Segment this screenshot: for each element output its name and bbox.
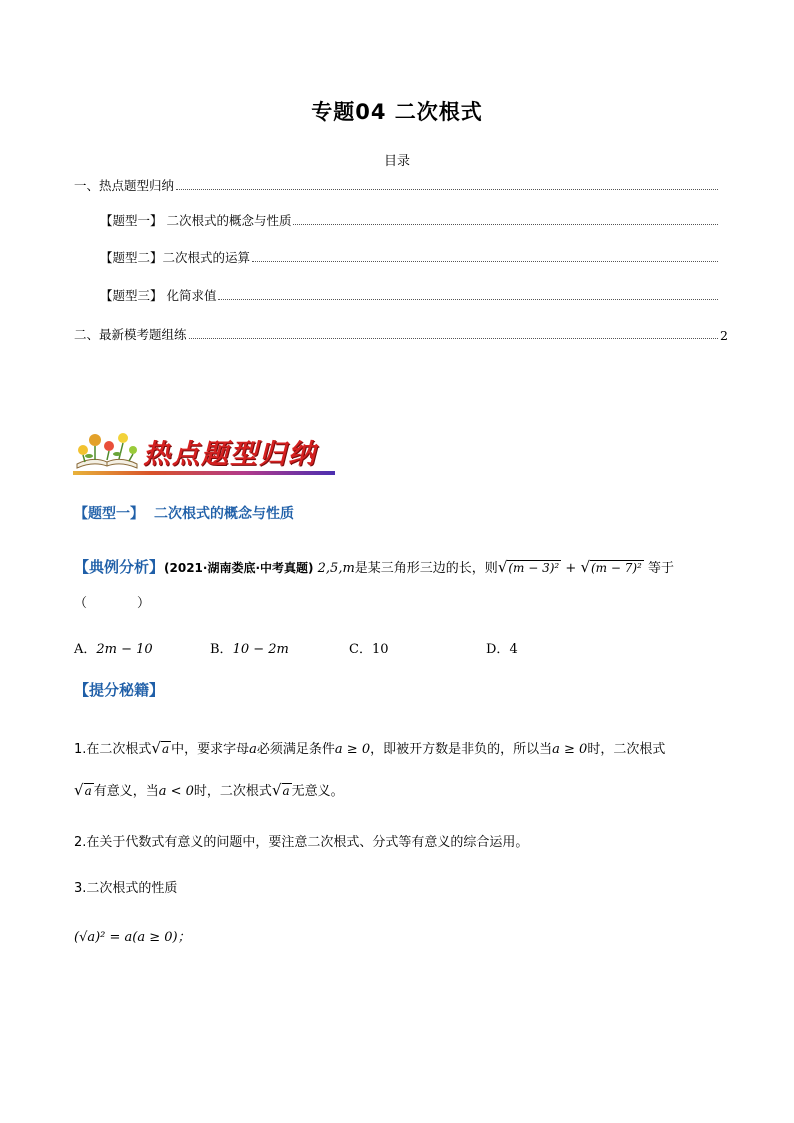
toc-entry[interactable] <box>100 211 726 229</box>
sqrt-icon: √ <box>580 558 590 576</box>
toc-leader <box>293 223 718 225</box>
option-value: 4 <box>509 642 518 657</box>
banner-underline <box>73 471 335 475</box>
text: 有意义，当 <box>93 784 159 799</box>
option-label: A． <box>74 642 97 657</box>
toc-entry[interactable] <box>100 286 726 304</box>
tip-paragraph-2: 2.在关于代数式有意义的问题中，要注意二次根式、分式等有意义的综合运用。 <box>74 835 529 850</box>
tip-paragraph-3: 3.二次根式的性质 <box>74 881 178 896</box>
text: 1.在二次根式 <box>74 742 152 757</box>
toc-heading: 目录 <box>383 154 410 169</box>
radicand-2: (m − 7)² <box>591 561 642 575</box>
answer-blank <box>74 592 150 611</box>
radicand-1: (m − 3)² <box>508 561 560 575</box>
text: ，即被开方数是非负的，所以当 <box>370 742 553 757</box>
formula-property <box>74 926 734 945</box>
toc-label: 【题型一】 二次根式的概念与性质 <box>100 213 292 228</box>
text: 中，要求字母 <box>171 742 250 757</box>
example-problem <box>74 557 734 579</box>
section-title <box>74 503 294 523</box>
text: 必须满足条件 <box>256 742 335 757</box>
text: 时，二次根式 <box>587 742 666 757</box>
plus-sign: + <box>565 561 577 576</box>
option-value: 10 − 2m <box>232 642 289 657</box>
text: 时，二次根式 <box>193 784 272 799</box>
condition: a < 0 <box>158 784 194 799</box>
radicand: a <box>161 742 170 756</box>
condition: a ≥ 0 <box>552 742 588 757</box>
toc-label: 一、热点题型归纳 <box>74 178 175 193</box>
text: 无意义。 <box>291 784 344 799</box>
toc-leader <box>176 188 718 190</box>
paren-open: （ <box>74 596 88 611</box>
example-stem: 是某三角形三边的长，则 <box>354 561 498 576</box>
section-prefix: 【题型一】 <box>74 506 144 522</box>
toc-leader <box>218 298 718 300</box>
example-vars: 2,5,m <box>317 561 355 576</box>
toc-entry[interactable] <box>74 176 726 194</box>
condition: a ≥ 0 <box>334 742 371 757</box>
option-d[interactable] <box>486 638 518 657</box>
variable: a <box>249 742 257 757</box>
section-name: 二次根式的概念与性质 <box>154 506 294 522</box>
formula-right: = a(a ≥ 0)； <box>109 930 191 945</box>
sqrt-icon: √ <box>151 739 161 757</box>
page-title: 专题04 二次根式 <box>311 100 483 124</box>
option-value: 10 <box>371 642 389 657</box>
option-label: C． <box>349 642 372 657</box>
option-value: 2m − 10 <box>96 642 153 657</box>
sqrt-icon: √ <box>74 781 84 799</box>
toc-label: 【题型二】二次根式的运算 <box>100 250 251 265</box>
radicand: a <box>282 784 290 798</box>
example-tag: 【典例分析】 <box>74 558 165 576</box>
option-b[interactable] <box>210 638 289 657</box>
tip-paragraph-1 <box>74 738 734 757</box>
option-c[interactable] <box>349 638 389 657</box>
toc-label: 【题型三】 化简求值 <box>100 288 217 303</box>
tip-paragraph-1b <box>74 780 734 799</box>
toc-leader <box>252 260 718 262</box>
formula-left: (√a)² <box>74 930 106 945</box>
toc-leader <box>189 337 718 339</box>
sqrt-icon: √ <box>497 558 508 576</box>
tips-heading: 【提分秘籍】 <box>74 681 165 699</box>
option-label: D． <box>486 642 510 657</box>
radicand: a <box>84 784 92 798</box>
toc-label: 二、最新模考题组练 <box>74 327 187 342</box>
section-banner <box>73 428 335 478</box>
option-a[interactable] <box>74 638 153 657</box>
example-source: (2021·湖南娄底·中考真题) <box>164 561 314 575</box>
toc-page: 2 <box>720 328 728 343</box>
banner-title: 热点题型归纳 <box>143 439 317 470</box>
toc-entry[interactable] <box>100 248 726 266</box>
book-flowers-icon <box>73 428 141 472</box>
sqrt-icon: √ <box>271 781 282 799</box>
toc-entry[interactable] <box>74 325 726 343</box>
option-label: B． <box>210 642 233 657</box>
example-tail: 等于 <box>648 561 675 576</box>
paren-close: ） <box>137 596 151 611</box>
